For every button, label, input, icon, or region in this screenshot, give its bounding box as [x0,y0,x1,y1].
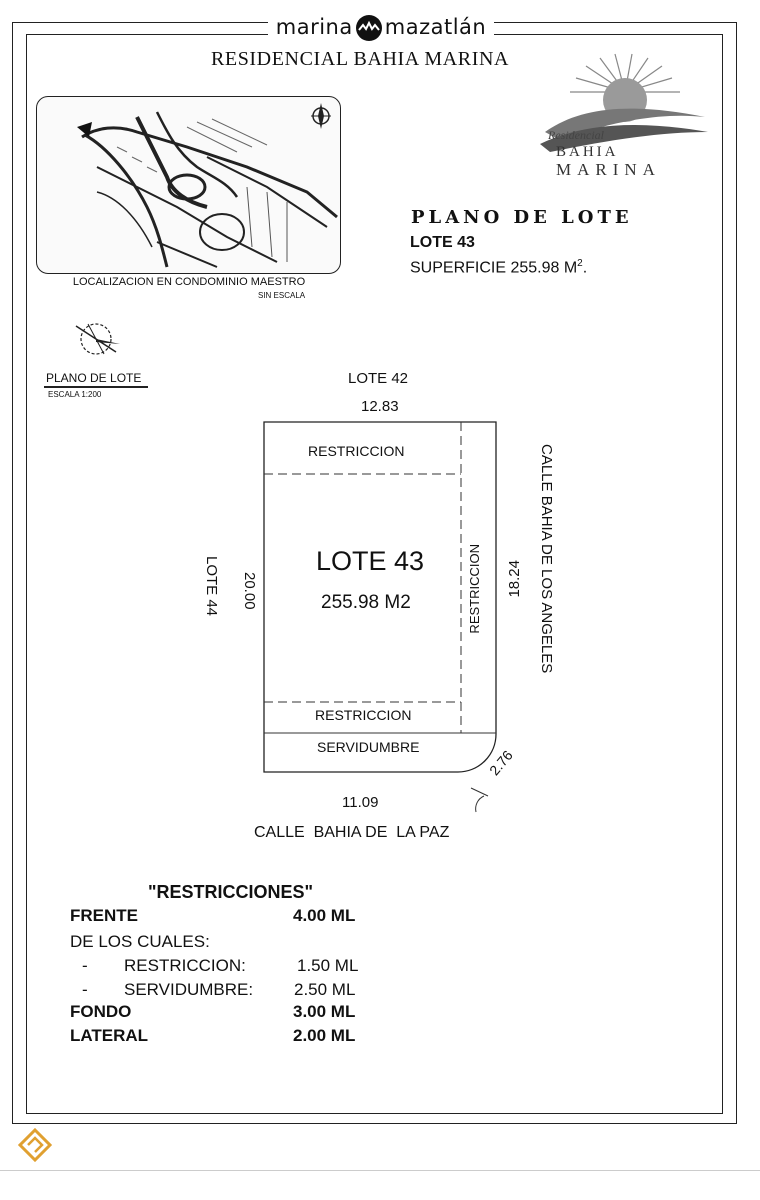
left-dimension: 20.00 [241,572,258,610]
bottom-divider [0,1170,760,1171]
restriction-row-value: 4.00 ML [293,906,356,925]
restriction-row-label: LATERAL [70,1026,149,1045]
location-map [36,96,341,274]
brand-left-text: marina [275,15,353,39]
bottom-dimension: 11.09 [342,794,379,811]
logo-script-text: Residencial [548,128,604,142]
lote-label: LOTE 43 [410,234,475,251]
restricciones-title: "RESTRICCIONES" [148,882,314,902]
restriction-row-value: 1.50 ML [297,956,359,975]
superficie-text: SUPERFICIE 255.98 M [410,259,578,277]
logo-marina-text: MARINA [556,160,661,179]
top-dimension: 12.83 [361,398,399,415]
restriction-row-label: DE LOS CUALES: [70,932,210,951]
restriction-row-value: 2.00 ML [293,1026,356,1045]
right-restriction-label: RESTRICCION [467,544,482,634]
bottom-street-label: CALLE BAHIA DE LA PAZ [254,824,450,841]
restriction-row-label: SERVIDUMBRE: [124,980,254,999]
brand-right-text: mazatlán [384,15,487,39]
lot-area: 255.98 M2 [321,592,411,613]
brand-header [268,12,494,42]
logo-bahia-text: BAHIA [556,144,619,160]
right-dimension: 18.24 [506,560,523,598]
map-scale-note: SIN ESCALA [258,291,306,300]
corner-dimension: 2.76 [486,747,516,779]
site-map-drawing [37,97,341,274]
top-neighbor-label: LOTE 42 [348,370,409,387]
plano-small-underline [44,386,148,388]
brand-wave-icon [353,13,385,43]
plano-small-label: PLANO DE LOTE [46,371,142,385]
top-restriction-label: RESTRICCION [308,443,405,459]
page-title: RESIDENCIAL BAHIA MARINA [210,48,510,70]
compass-icon [68,314,128,364]
superficie-label [410,258,587,277]
superficie-exponent: 2 [577,258,583,269]
corner-mark-icon [18,1128,52,1162]
superficie-period: . [582,259,588,277]
north-arrow-icon [309,101,333,131]
bottom-restriction-label: RESTRICCION [315,707,412,723]
restriction-row-dash: - [82,956,88,975]
restriction-row-dash: - [82,980,88,999]
restriction-row-label: RESTRICCION: [124,956,246,975]
plano-title: PLANO DE LOTE [411,207,633,228]
restriction-row-label: FONDO [70,1002,132,1021]
plano-small-scale: ESCALA 1:200 [48,390,102,399]
right-street-label: CALLE BAHIA DE LOS ANGELES [538,444,555,674]
restriction-row-value: 3.00 ML [293,1002,356,1021]
servidumbre-label: SERVIDUMBRE [317,739,420,755]
restriction-row-label: FRENTE [70,906,138,925]
left-neighbor-label: LOTE 44 [203,556,220,617]
lot-name: LOTE 43 [316,546,425,576]
map-caption: LOCALIZACION EN CONDOMINIO MAESTRO [72,276,306,288]
restriction-row-value: 2.50 ML [294,980,356,999]
